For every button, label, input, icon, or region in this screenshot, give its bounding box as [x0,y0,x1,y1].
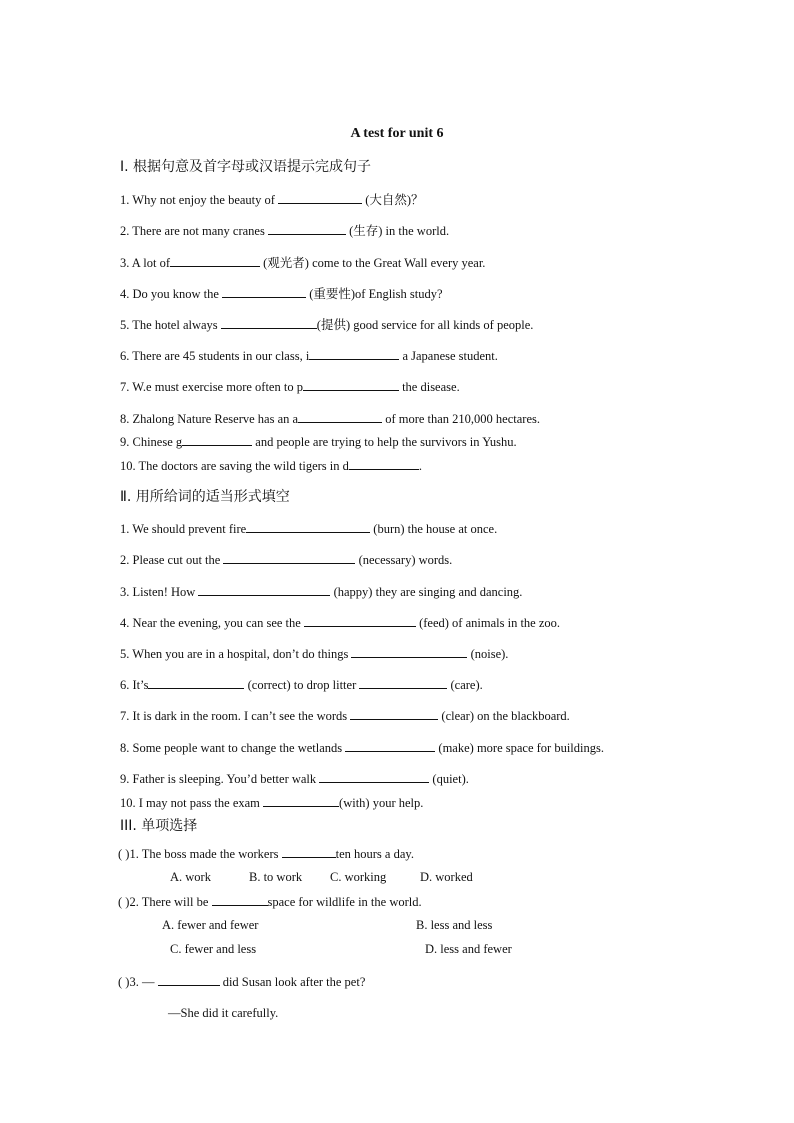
s2-question-10: 10. I may not pass the exam (with) your help. [120,793,423,812]
s1-question-9: 9. Chinese g and people are trying to help the survivors in Yushu. [120,432,517,451]
answer-blank[interactable] [170,253,260,267]
answer-blank[interactable] [246,519,370,533]
s2-question-4: 4. Near the evening, you can see the (feed) of animals in the zoo. [120,613,560,632]
answer-blank[interactable] [298,409,382,423]
section-3-heading: III. 单项选择 [120,818,198,834]
answer-parentheses[interactable]: ( ) [118,847,130,861]
q2-option-b: B. less and less [416,918,493,932]
answer-blank[interactable] [345,738,435,752]
s2-question-6: 6. It’s (correct) to drop litter (care). [120,675,483,694]
answer-blank[interactable] [263,793,339,807]
answer-blank[interactable] [349,456,419,470]
answer-blank[interactable] [278,190,362,204]
answer-blank[interactable] [350,706,438,720]
answer-blank[interactable] [309,346,399,360]
s1-question-3: 3. A lot of (观光者) come to the Great Wall every year. [120,253,485,272]
answer-parentheses[interactable]: ( ) [118,895,130,909]
answer-blank[interactable] [182,432,252,446]
s3-question-3: ( )3. — did Susan look after the pet? [118,972,365,991]
s1-question-4: 4. Do you know the (重要性)of English study? [120,284,443,303]
q2-option-a: A. fewer and fewer [162,918,259,932]
q1-option-a: A. work [170,870,211,884]
answer-blank[interactable] [359,675,447,689]
answer-blank[interactable] [222,284,306,298]
s1-question-1: 1. Why not enjoy the beauty of (大自然)？ [120,190,424,209]
answer-blank[interactable] [221,315,317,329]
page-title: A test for unit 6 [350,126,444,141]
s1-question-7: 7. W.e must exercise more often to p the disease. [120,377,460,396]
answer-blank[interactable] [148,675,244,689]
answer-blank[interactable] [198,582,330,596]
s1-question-10: 10. The doctors are saving the wild tigers in d . [120,456,422,475]
q2-option-c: C. fewer and less [170,942,257,956]
answer-blank[interactable] [351,644,467,658]
s1-question-5: 5. The hotel always (提供) good service for all kinds of people. [120,315,533,334]
s3-question-2: ( )2. There will be space for wildlife in the world. [118,892,422,911]
answer-blank [158,972,220,986]
section-1-heading: Ⅰ. 根据句意及首字母或汉语提示完成句子 [120,159,372,175]
answer-blank[interactable] [223,550,355,564]
answer-blank [212,892,268,906]
q1-option-c: C. working [330,870,387,884]
q3-answer-line: —She did it carefully. [168,1006,279,1020]
s2-question-5: 5. When you are in a hospital, don’t do things (noise). [120,644,508,663]
s2-question-1: 1. We should prevent fire (burn) the house at once. [120,519,497,538]
q2-option-d: D. less and fewer [425,942,512,956]
s1-question-2: 2. There are not many cranes (生存) in the world. [120,221,449,240]
s1-question-6: 6. There are 45 students in our class, i a Japanese student. [120,346,498,365]
answer-blank [282,844,336,858]
answer-blank[interactable] [303,377,399,391]
answer-blank[interactable] [319,769,429,783]
s2-question-2: 2. Please cut out the (necessary) words. [120,550,452,569]
s2-question-3: 3. Listen! How (happy) they are singing and dancing. [120,582,522,601]
q1-option-b: B. to work [249,870,303,884]
answer-blank[interactable] [268,221,346,235]
q1-option-d: D. worked [420,870,473,884]
answer-parentheses[interactable]: ( ) [118,975,130,989]
s2-question-7: 7. It is dark in the room. I can’t see the words (clear) on the blackboard. [120,706,570,725]
s1-question-8: 8. Zhalong Nature Reserve has an a of more than 210,000 hectares. [120,409,540,428]
answer-blank[interactable] [304,613,416,627]
s2-question-9: 9. Father is sleeping. You’d better walk (quiet). [120,769,469,788]
section-2-heading: Ⅱ. 用所给词的适当形式填空 [120,489,290,505]
s3-question-1: ( )1. The boss made the workers ten hours a day. [118,844,414,863]
s2-question-8: 8. Some people want to change the wetlands (make) more space for buildings. [120,738,604,757]
